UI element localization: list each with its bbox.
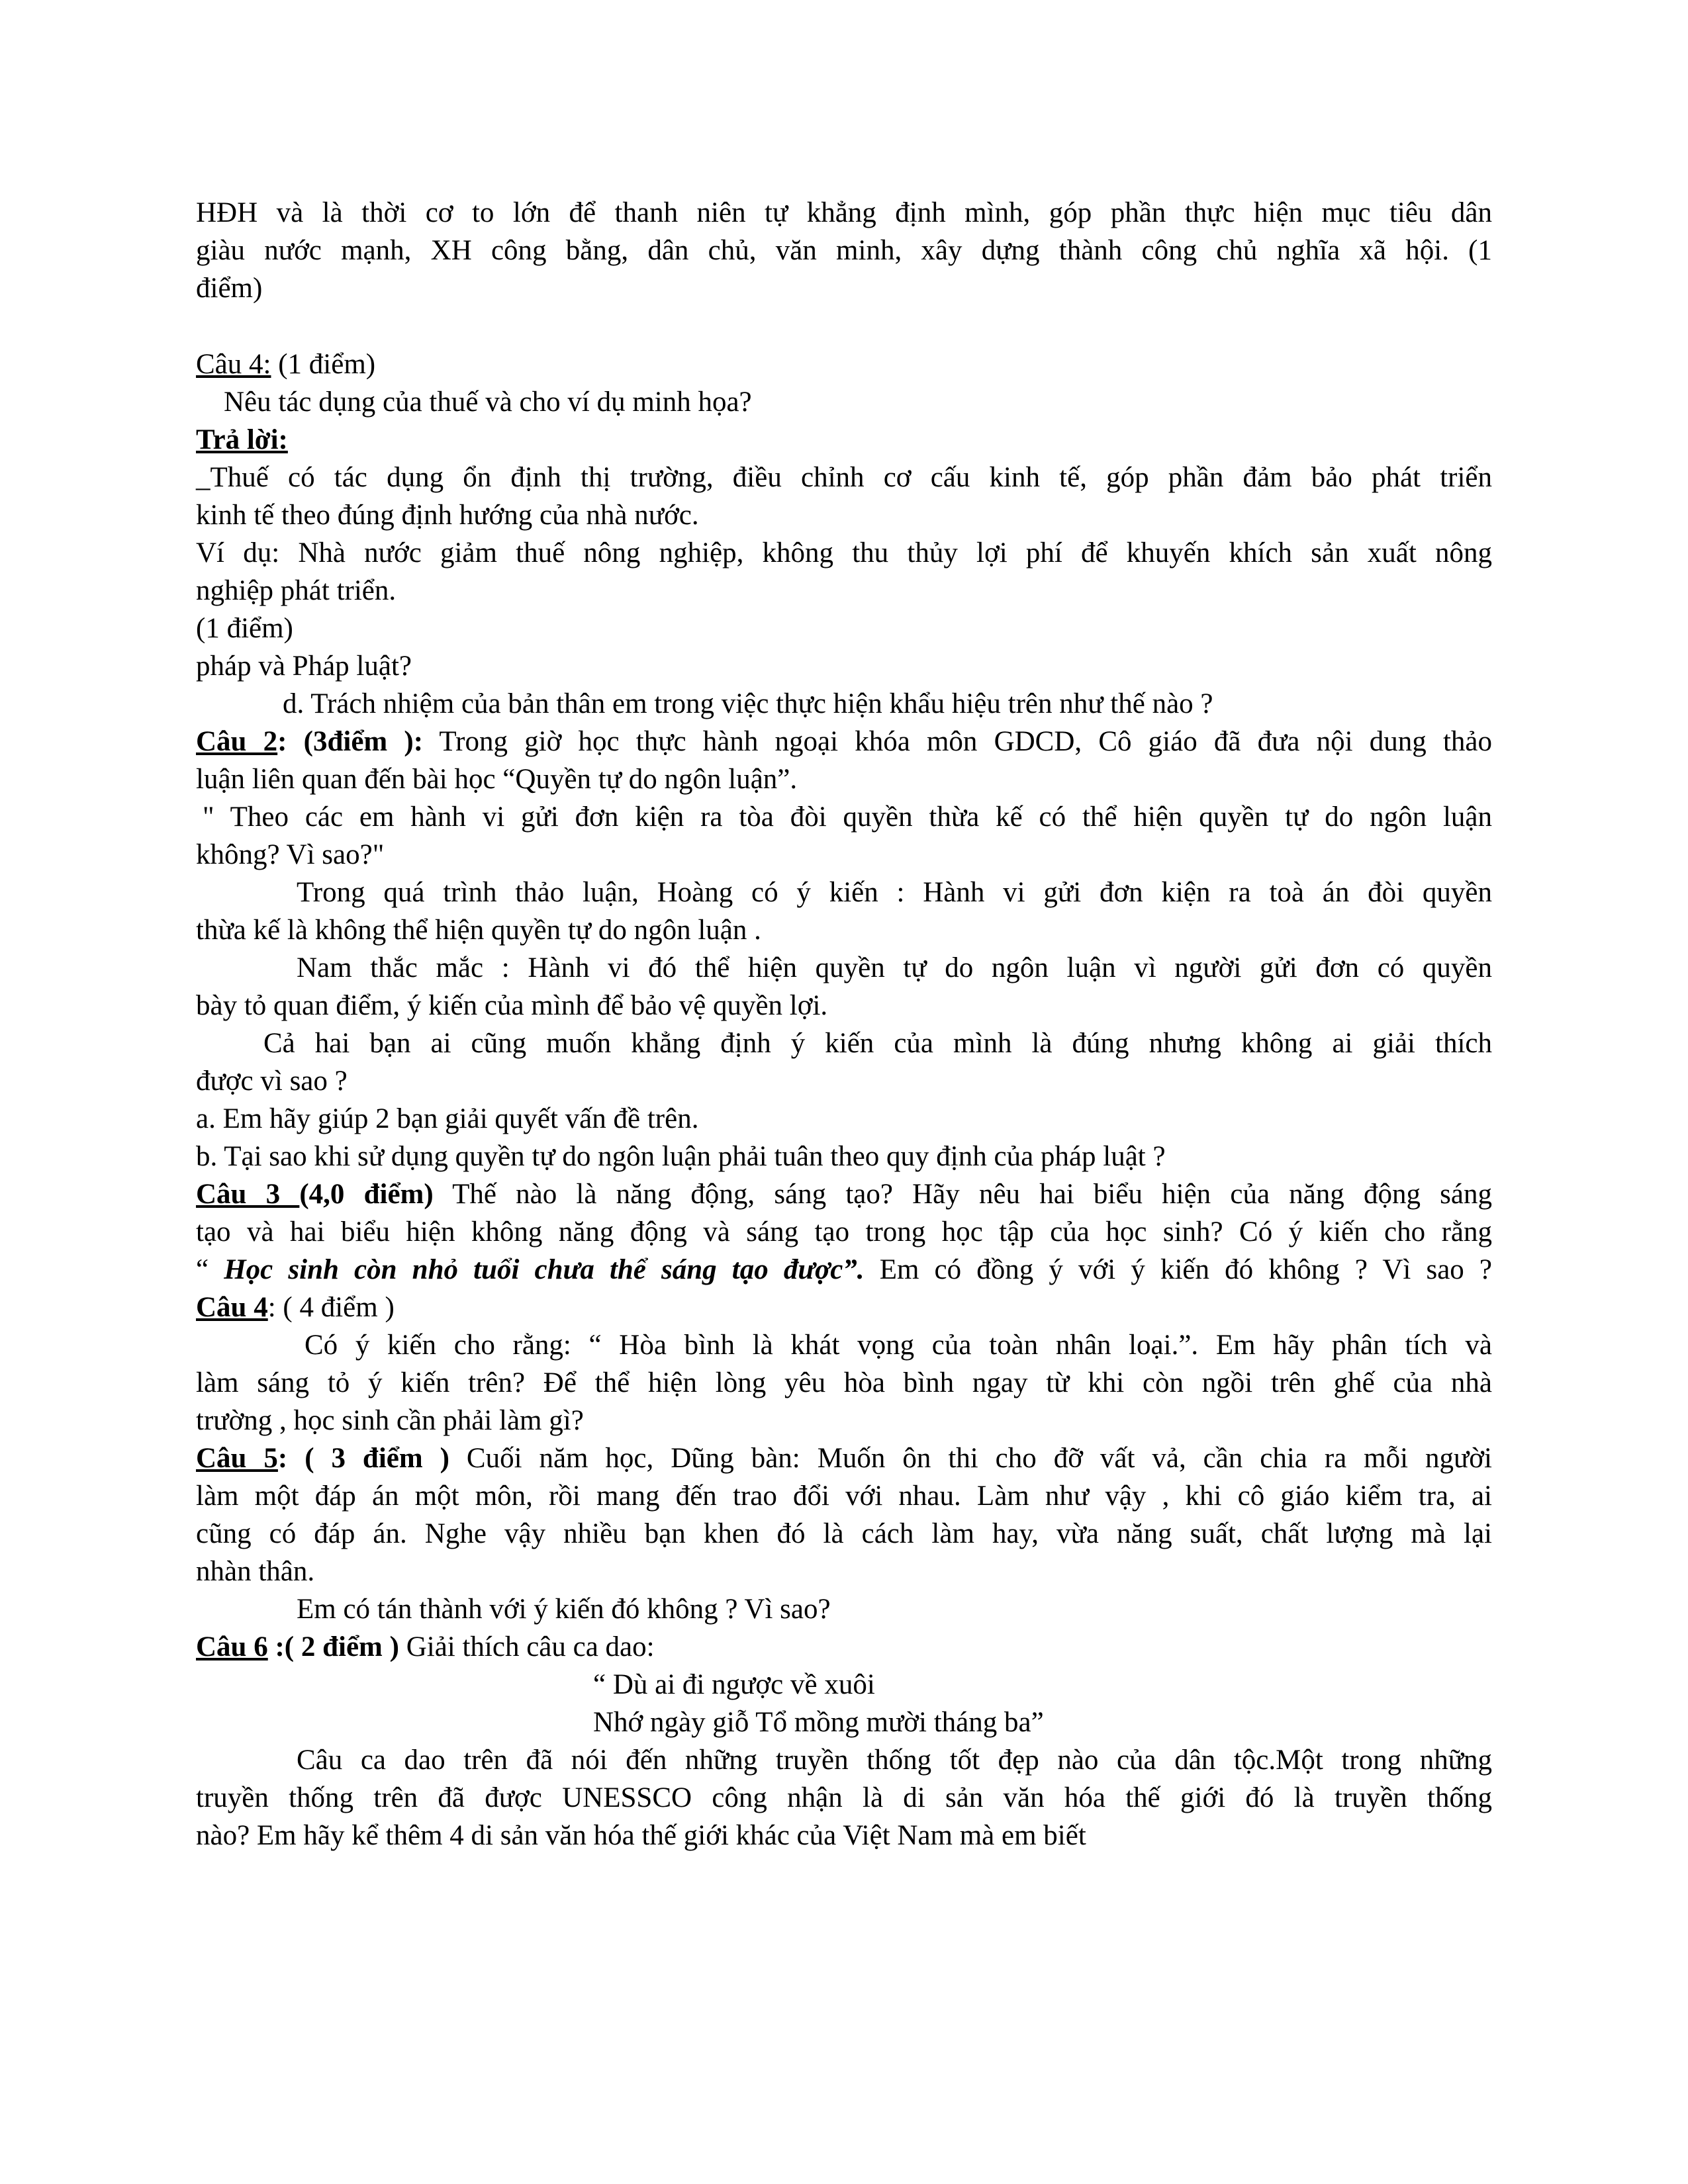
question-3-heading: [196, 1180, 1492, 1208]
question-points: : ( 4 điểm ): [267, 1292, 395, 1323]
text-line: pháp và Pháp luật?: [196, 651, 412, 682]
question-points: (3điểm ):: [303, 726, 424, 757]
question-text: Thế nào là năng động, sáng tạo? Hãy nêu hai biểu hiện của năng động sáng: [433, 1179, 1492, 1210]
question-3-quote-line: “ Học sinh còn nhỏ tuổi chưa thể sáng tạo được”. Em có đồng ý với ý kiến đó không ? Vì sao ?: [196, 1254, 1492, 1285]
text-line: " Theo các em hành vi gửi đơn kiện ra tòa đòi quyền thừa kế có thể hiện quyền tự do ngôn luận: [203, 801, 1492, 833]
text-line: Cả hai bạn ai cũng muốn khẳng định ý kiến của mình là đúng nhưng không ai giải thích: [263, 1028, 1492, 1059]
question-text: Cuối năm học, Dũng bàn: Muốn ôn thi cho đỡ vất vả, cần chia ra mỗi người: [449, 1443, 1492, 1474]
question-label: Câu 4: [196, 1292, 268, 1323]
ca-dao-line: Nhớ ngày giỗ Tổ mồng mười tháng ba”: [593, 1707, 1044, 1738]
text-line: kinh tế theo đúng định hướng của nhà nước.: [196, 500, 699, 531]
text-line: d. Trách nhiệm của bản thân em trong việc thực hiện khẩu hiệu trên như thế nào ?: [283, 688, 1213, 719]
text-line: Nêu tác dụng của thuế và cho ví dụ minh họa?: [224, 387, 752, 418]
question-label: Câu 4:: [196, 349, 271, 380]
question-5-heading: Câu 5: ( 3 điểm ) Cuối năm học, Dũng bàn: Muốn ôn thi cho đỡ vất vả, cần chia ra mỗi người: [196, 1443, 1492, 1474]
text-line: cũng có đáp án. Nghe vậy nhiều bạn khen đó là cách làm hay, vừa năng suất, chất lượng mà lại: [196, 1518, 1492, 1549]
text-line: trường , học sinh cần phải làm gì?: [196, 1405, 584, 1436]
question-6-heading: [196, 1633, 655, 1661]
text-line: giàu nước mạnh, XH công bằng, dân chủ, văn minh, xây dựng thành công chủ nghĩa xã hội. (1: [196, 235, 1492, 266]
text-line: không? Vì sao?": [196, 839, 385, 870]
question-label: Câu 6: [196, 1631, 268, 1662]
text-line: (1 điểm): [196, 613, 293, 644]
text-line: Em có tán thành với ý kiến đó không ? Vì sao?: [297, 1594, 831, 1625]
question-4a-heading: [196, 350, 375, 379]
text-line: Trong quá trình thảo luận, Hoàng có ý kiến : Hành vi gửi đơn kiện ra toà án đòi quyền: [297, 877, 1492, 908]
question-points: ( 3 điểm ): [305, 1443, 449, 1474]
text-line: Ví dụ: Nhà nước giảm thuế nông nghiệp, không thu thủy lợi phí để khuyến khích sản xuất nông: [196, 537, 1492, 569]
text-line: a. Em hãy giúp 2 bạn giải quyết vấn đề trên.: [196, 1103, 699, 1134]
question-label: Câu 5: [196, 1443, 278, 1474]
text-line: truyền thống trên đã được UNESSCO công nhận là di sản văn hóa thế giới đó là truyền thống: [196, 1782, 1492, 1813]
question-label: Câu 2: [196, 726, 278, 757]
answer-text: Thuế có tác dụng ổn định thị trường, điều chỉnh cơ cấu kinh tế, góp phần đảm bảo phát triển: [210, 462, 1492, 493]
question-points: (1 điểm): [271, 349, 376, 380]
text-line: được vì sao ?: [196, 1066, 348, 1097]
text-line: nhàn thân.: [196, 1556, 315, 1587]
question-points: :( 2 điểm ): [267, 1631, 399, 1662]
text-line: bày tỏ quan điểm, ý kiến của mình để bảo vệ quyền lợi.: [196, 990, 828, 1021]
quoted-opinion: Học sinh còn nhỏ tuổi chưa thể sáng tạo được”.: [224, 1254, 865, 1285]
text-line: nghiệp phát triển.: [196, 575, 397, 606]
ca-dao-line: “ Dù ai đi ngược về xuôi: [593, 1669, 875, 1700]
text-line: HĐH và là thời cơ to lớn để thanh niên tự khẳng định mình, góp phần thực hiện mục tiêu dân: [196, 197, 1492, 228]
text-line: làm sáng tỏ ý kiến trên? Để thể hiện lòng yêu hòa bình ngay từ khi còn ngồi trên ghế của nhà: [196, 1367, 1492, 1398]
question-text: Giải thích câu ca dao:: [399, 1631, 655, 1662]
question-text: Trong giờ học thực hành ngoại khóa môn GDCD, Cô giáo đã đưa nội dung thảo: [423, 726, 1492, 757]
answer-heading: Trả lời:: [196, 424, 288, 455]
question-2-heading: Câu 2: (3điểm ): Trong giờ học thực hành ngoại khóa môn GDCD, Cô giáo đã đưa nội dung thảo: [196, 726, 1492, 757]
question-label: Câu 3: [196, 1179, 300, 1210]
text-line: điểm): [196, 273, 263, 304]
text-line: nào? Em hãy kể thêm 4 di sản văn hóa thế giới khác của Việt Nam mà em biết: [196, 1820, 1086, 1851]
text-line: luận liên quan đến bài học “Quyền tự do ngôn luận”.: [196, 764, 798, 795]
text-line: Có ý kiến cho rằng: “ Hòa bình là khát vọng của toàn nhân loại.”. Em hãy phân tích và: [305, 1330, 1492, 1361]
answer-dash: _: [196, 462, 211, 493]
text-line: tạo và hai biểu hiện không năng động và sáng tạo trong học tập của học sinh? Có ý kiến cho rằng: [196, 1216, 1492, 1248]
text-line: b. Tại sao khi sử dụng quyền tự do ngôn luận phải tuân theo quy định của pháp luật ?: [196, 1141, 1166, 1172]
answer-line: [196, 463, 1492, 492]
text-line: thừa kế là không thể hiện quyền tự do ngôn luận .: [196, 915, 761, 946]
question-points: (4,0 điểm): [299, 1179, 434, 1210]
text-line: Nam thắc mắc : Hành vi đó thể hiện quyền tự do ngôn luận vì người gửi đơn có quyền: [297, 952, 1492, 983]
text-line: Câu ca dao trên đã nói đến những truyền thống tốt đẹp nào của dân tộc.Một trong những: [297, 1745, 1492, 1776]
text-line: làm một đáp án một môn, rồi mang đến trao đổi với nhau. Làm như vậy , khi cô giáo kiểm tra, ai: [196, 1480, 1492, 1512]
question-4b-heading: [196, 1293, 395, 1322]
